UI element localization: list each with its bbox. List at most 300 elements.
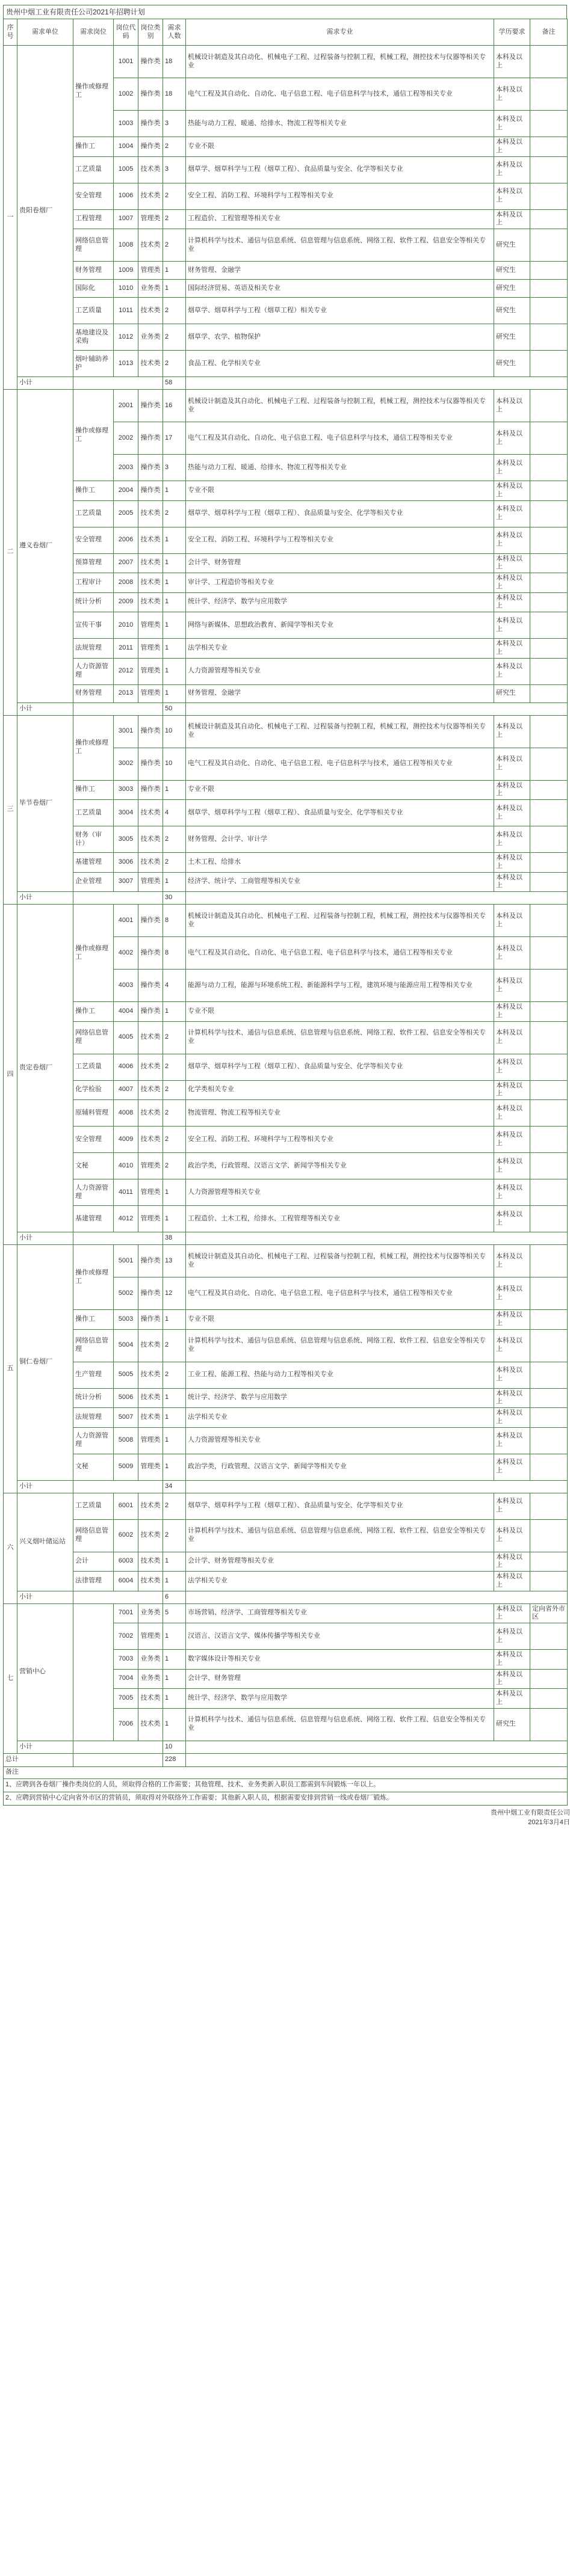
remark [530,826,568,853]
headcount: 1 [163,573,186,593]
post-code: 2013 [114,684,138,702]
post-category: 管理类 [138,684,163,702]
remark [530,905,568,937]
headcount: 4 [163,970,186,1002]
post-code: 2002 [114,422,138,455]
post-name: 基建管理 [73,1206,114,1232]
post-code: 1002 [114,78,138,111]
table-row [4,780,568,800]
headcount: 17 [163,422,186,455]
post-category: 技术类 [138,553,163,573]
required-major: 电气工程及其自动化、自动化、电子信息工程、电子信息科学与技术，通信工程等相关专业 [186,1277,494,1310]
post-name: 文秘 [73,1153,114,1179]
required-major: 专业不限 [186,780,494,800]
education-requirement: 本科及以上 [494,1153,530,1179]
empty-cell [73,1753,163,1766]
required-major: 安全工程、消防工程、环境科学与工程等相关专业 [186,1127,494,1153]
post-category: 技术类 [138,573,163,593]
post-name: 操作或修理工 [73,905,114,1002]
note-row [4,1792,568,1805]
empty-cell [73,892,163,905]
remark [530,1650,568,1670]
post-code: 5009 [114,1454,138,1480]
post-code: 4005 [114,1021,138,1054]
headcount: 2 [163,1329,186,1362]
remark [530,592,568,612]
education-requirement: 本科及以上 [494,937,530,970]
subtotal-value: 38 [163,1232,186,1245]
post-name: 工艺质量 [73,500,114,527]
post-code: 2012 [114,658,138,684]
post-name: 化学检验 [73,1080,114,1100]
issuer: 贵州中烟工业有限责任公司 [491,1809,570,1816]
table-row [4,137,568,157]
post-code: 1005 [114,156,138,183]
post-code: 2006 [114,527,138,553]
post-code: 4007 [114,1080,138,1100]
required-major: 会计学、财务管理 [186,1669,494,1689]
group-unit: 毕节卷烟厂 [17,715,73,892]
headcount: 2 [163,183,186,209]
total-row [4,1753,568,1766]
headcount: 2 [163,1519,186,1552]
required-major: 工程造价、土木工程，给排水、工程管理等相关专业 [186,1206,494,1232]
education-requirement: 本科及以上 [494,1277,530,1310]
remark [530,455,568,481]
headcount: 1 [163,527,186,553]
table-row [4,298,568,324]
headcount: 2 [163,1153,186,1179]
table-row [4,1427,568,1454]
remark [530,1127,568,1153]
headcount: 8 [163,937,186,970]
post-name: 烟叶辅助养护 [73,351,114,377]
post-category: 业务类 [138,280,163,298]
required-major: 烟草学、烟草科学与工程（烟草工程）、食品质量与安全、化学等相关专业 [186,500,494,527]
post-code: 5005 [114,1362,138,1388]
post-name: 财务管理 [73,684,114,702]
required-major: 物流管理、物流工程等相关专业 [186,1100,494,1127]
subtotal-row [4,1741,568,1753]
headcount: 1 [163,1708,186,1741]
table-row [4,1388,568,1408]
education-requirement: 本科及以上 [494,1080,530,1100]
post-category: 技术类 [138,1689,163,1709]
education-requirement: 研究生 [494,298,530,324]
headcount: 1 [163,1408,186,1428]
empty-cell [186,1480,568,1493]
signature-block [6,1807,570,1827]
education-requirement: 研究生 [494,684,530,702]
post-category: 操作类 [138,1245,163,1277]
education-requirement: 本科及以上 [494,1427,530,1454]
post-category: 操作类 [138,970,163,1002]
education-requirement: 本科及以上 [494,1454,530,1480]
required-major: 统计学、经济学、数学与应用数学 [186,1689,494,1709]
table-row [4,1206,568,1232]
table-row [4,573,568,593]
remark [530,800,568,826]
subtotal-label: 小计 [17,1232,73,1245]
post-code: 4004 [114,1002,138,1022]
post-code: 3006 [114,853,138,873]
post-category: 管理类 [138,262,163,280]
remark [530,1206,568,1232]
remark [530,1054,568,1080]
remark [530,1310,568,1330]
post-name: 统计分析 [73,592,114,612]
post-code: 5003 [114,1310,138,1330]
remark [530,1329,568,1362]
headcount: 1 [163,1572,186,1591]
column-header: 需求人数 [163,19,186,46]
education-requirement: 本科及以上 [494,1310,530,1330]
required-major: 专业不限 [186,1002,494,1022]
remark [530,1408,568,1428]
table-row [4,1493,568,1519]
remark [530,1493,568,1519]
post-name: 网络信息管理 [73,1021,114,1054]
table-row [4,1572,568,1591]
headcount: 2 [163,209,186,229]
remark [530,78,568,111]
headcount: 1 [163,1623,186,1650]
required-major: 财务管理、会计学、审计学 [186,826,494,853]
table-row [4,481,568,501]
education-requirement: 本科及以上 [494,1623,530,1650]
empty-cell [186,702,568,715]
remark [530,1100,568,1127]
remark [530,280,568,298]
headcount: 1 [163,1552,186,1572]
headcount: 2 [163,1127,186,1153]
empty-cell [73,1232,163,1245]
remark [530,137,568,157]
headcount: 13 [163,1245,186,1277]
table-row [4,351,568,377]
group-seq: 六 [4,1493,17,1603]
subtotal-row [4,892,568,905]
post-name: 工艺质量 [73,156,114,183]
required-major: 人力资源管理等相关专业 [186,1179,494,1206]
post-category: 技术类 [138,1493,163,1519]
table-row [4,500,568,527]
remark [530,937,568,970]
education-requirement: 本科及以上 [494,1127,530,1153]
headcount: 1 [163,1310,186,1330]
education-requirement: 本科及以上 [494,1054,530,1080]
required-major: 市场营销、经济学、工商管理等相关专业 [186,1603,494,1623]
headcount: 2 [163,229,186,262]
table-body [4,19,568,1806]
post-name: 网络信息管理 [73,229,114,262]
group-seq: 二 [4,390,17,716]
post-code: 4012 [114,1206,138,1232]
required-major: 计算机科学与技术、通信与信息系统、信息管理与信息系统、网络工程、软件工程、信息安全等相关专业 [186,1329,494,1362]
required-major: 国际经济贸易、英语及相关专业 [186,280,494,298]
required-major: 汉语言、汉语言文学、媒体传播学等相关专业 [186,1623,494,1650]
group-unit: 营销中心 [17,1603,73,1741]
document-title: 贵州中烟工业有限责任公司2021年招聘计划 [3,5,567,19]
headcount: 3 [163,156,186,183]
table-row [4,872,568,892]
post-code: 3001 [114,715,138,748]
post-name: 法规管理 [73,639,114,659]
post-name: 人力资源管理 [73,658,114,684]
education-requirement: 本科及以上 [494,1362,530,1388]
headcount: 1 [163,1002,186,1022]
post-category: 管理类 [138,209,163,229]
headcount: 2 [163,137,186,157]
required-major: 法学相关专业 [186,1572,494,1591]
education-requirement: 本科及以上 [494,1603,530,1623]
headcount: 2 [163,500,186,527]
headcount: 1 [163,481,186,501]
subtotal-value: 50 [163,702,186,715]
education-requirement: 研究生 [494,324,530,351]
required-major: 电气工程及其自动化、自动化、电子信息工程、电子信息科学与技术，通信工程等相关专业 [186,937,494,970]
post-category: 操作类 [138,748,163,780]
group-seq: 五 [4,1245,17,1493]
education-requirement: 本科及以上 [494,1669,530,1689]
education-requirement: 本科及以上 [494,853,530,873]
post-name: 企业管理 [73,872,114,892]
post-category: 技术类 [138,1552,163,1572]
education-requirement: 本科及以上 [494,1689,530,1709]
post-code: 6001 [114,1493,138,1519]
education-requirement: 本科及以上 [494,183,530,209]
table-row [4,527,568,553]
post-code: 2007 [114,553,138,573]
remark [530,1002,568,1022]
post-code: 1011 [114,298,138,324]
required-major: 烟草学、烟草科学与工程（烟草工程）、食品质量与安全、化学等相关专业 [186,156,494,183]
post-category: 技术类 [138,1080,163,1100]
table-row [4,209,568,229]
subtotal-row [4,1591,568,1603]
post-category: 技术类 [138,1572,163,1591]
post-name: 会计 [73,1552,114,1572]
post-category: 管理类 [138,1454,163,1480]
required-major: 工程造价、工程管理等相关专业 [186,209,494,229]
table-row [4,1100,568,1127]
headcount: 18 [163,78,186,111]
post-code: 4003 [114,970,138,1002]
post-category: 管理类 [138,1179,163,1206]
required-major: 财务管理、金融学 [186,684,494,702]
education-requirement: 本科及以上 [494,592,530,612]
required-major: 计算机科学与技术、通信与信息系统、信息管理与信息系统、网络工程、软件工程、信息安全等相关专业 [186,1021,494,1054]
post-category: 技术类 [138,592,163,612]
headcount: 16 [163,390,186,422]
required-major: 电气工程及其自动化、自动化、电子信息工程、电子信息科学与技术，通信工程等相关专业 [186,78,494,111]
required-major: 安全工程、消防工程、环境科学与工程等相关专业 [186,527,494,553]
remark [530,612,568,639]
post-name: 安全管理 [73,183,114,209]
required-major: 会计学、财务管理等相关专业 [186,1552,494,1572]
required-major: 政治学类，行政管理、汉语言文学、新闻学等相关专业 [186,1153,494,1179]
post-category: 操作类 [138,780,163,800]
required-major: 化学类相关专业 [186,1080,494,1100]
required-major: 人力资源管理等相关专业 [186,1427,494,1454]
group-unit: 贵定卷烟厂 [17,905,73,1232]
required-major: 机械设计制造及其自动化、机械电子工程、过程装备与控制工程，机械工程，测控技术与仪器等相关专业 [186,1245,494,1277]
remark: 定向省外市区 [530,1603,568,1623]
post-category: 技术类 [138,1054,163,1080]
post-name: 工程管理 [73,209,114,229]
post-code: 3002 [114,748,138,780]
post-category: 技术类 [138,826,163,853]
post-category: 操作类 [138,905,163,937]
group-unit: 贵阳卷烟厂 [17,46,73,377]
education-requirement: 本科及以上 [494,422,530,455]
table-row [4,1552,568,1572]
remark [530,1388,568,1408]
post-category: 业务类 [138,1669,163,1689]
post-code: 7003 [114,1650,138,1670]
post-code: 4006 [114,1054,138,1080]
post-category: 技术类 [138,1708,163,1741]
education-requirement: 本科及以上 [494,780,530,800]
remark [530,1669,568,1689]
post-name: 安全管理 [73,527,114,553]
post-name: 操作工 [73,1310,114,1330]
headcount: 3 [163,111,186,137]
required-major: 会计学、财务管理 [186,553,494,573]
table-row [4,1245,568,1277]
post-code: 1009 [114,262,138,280]
table-header-row [4,19,568,46]
remark [530,748,568,780]
post-name: 网络信息管理 [73,1519,114,1552]
remark [530,853,568,873]
education-requirement: 本科及以上 [494,715,530,748]
required-major: 专业不限 [186,137,494,157]
post-category: 操作类 [138,1277,163,1310]
required-major: 工业工程、能源工程、热能与动力工程等相关专业 [186,1362,494,1388]
subtotal-value: 34 [163,1480,186,1493]
table-row [4,800,568,826]
table-row [4,183,568,209]
post-code: 3003 [114,780,138,800]
post-category: 技术类 [138,1100,163,1127]
required-major: 烟草学、农学、植物保护 [186,324,494,351]
subtotal-value: 30 [163,892,186,905]
table-row [4,592,568,612]
table-row [4,684,568,702]
post-code: 5007 [114,1408,138,1428]
required-major: 热能与动力工程、暖通、给排水、物流工程等相关专业 [186,455,494,481]
required-major: 土木工程、给排水 [186,853,494,873]
subtotal-label: 小计 [17,892,73,905]
note-text: 1、应聘到各卷烟厂操作类岗位的人员，须取得合格的工作需要；其他管理、技术、业务类新入职员工都需到车间锻炼一年以上。 [4,1778,568,1792]
notes-label: 备注 [4,1766,568,1778]
education-requirement: 本科及以上 [494,553,530,573]
education-requirement: 本科及以上 [494,455,530,481]
table-row [4,1002,568,1022]
subtotal-label: 小计 [17,702,73,715]
education-requirement: 本科及以上 [494,156,530,183]
post-category: 操作类 [138,715,163,748]
post-category: 操作类 [138,455,163,481]
post-category: 技术类 [138,527,163,553]
post-category: 技术类 [138,500,163,527]
required-major: 烟草学、烟草科学与工程（烟草工程）、食品质量与安全、化学等相关专业 [186,1054,494,1080]
post-category: 操作类 [138,422,163,455]
post-code: 3007 [114,872,138,892]
post-code: 1003 [114,111,138,137]
empty-cell [186,1753,568,1766]
table-row [4,1454,568,1480]
headcount: 2 [163,351,186,377]
required-major: 政治学类，行政管理、汉语言文学、新闻学等相关专业 [186,1454,494,1480]
post-category: 技术类 [138,1388,163,1408]
post-code: 1006 [114,183,138,209]
remark [530,970,568,1002]
remark [530,553,568,573]
required-major: 统计学、经济学、数学与应用数学 [186,592,494,612]
education-requirement: 本科及以上 [494,872,530,892]
education-requirement: 本科及以上 [494,573,530,593]
headcount: 10 [163,748,186,780]
post-category: 业务类 [138,1603,163,1623]
empty-cell [186,377,568,390]
headcount: 1 [163,1427,186,1454]
table-row [4,1310,568,1330]
issue-date: 2021年3月4日 [528,1819,570,1826]
headcount: 8 [163,905,186,937]
headcount: 2 [163,1493,186,1519]
table-row [4,658,568,684]
required-major: 烟草学、烟草科学与工程（烟草工程）、食品质量与安全、化学等相关专业 [186,1493,494,1519]
post-name: 文秘 [73,1454,114,1480]
post-code: 1010 [114,280,138,298]
headcount: 2 [163,1054,186,1080]
post-code: 1004 [114,137,138,157]
education-requirement: 本科及以上 [494,612,530,639]
headcount: 2 [163,298,186,324]
post-code: 7006 [114,1708,138,1741]
table-row [4,639,568,659]
headcount: 10 [163,715,186,748]
table-row [4,390,568,422]
post-category: 技术类 [138,183,163,209]
post-category: 业务类 [138,1650,163,1670]
headcount: 1 [163,872,186,892]
education-requirement: 本科及以上 [494,1572,530,1591]
table-row [4,1179,568,1206]
post-category: 操作类 [138,1310,163,1330]
column-header: 岗位类别 [138,19,163,46]
education-requirement: 本科及以上 [494,826,530,853]
post-code: 2005 [114,500,138,527]
headcount: 12 [163,1277,186,1310]
total-label: 总计 [4,1753,73,1766]
headcount: 1 [163,639,186,659]
required-major: 计算机科学与技术、通信与信息系统、信息管理与信息系统、网络工程、软件工程、信息安全等相关专业 [186,1519,494,1552]
education-requirement: 本科及以上 [494,639,530,659]
post-category: 技术类 [138,298,163,324]
post-code: 4011 [114,1179,138,1206]
post-name: 生产管理 [73,1362,114,1388]
education-requirement: 研究生 [494,1708,530,1741]
post-code: 3004 [114,800,138,826]
table-row [4,280,568,298]
post-name: 操作工 [73,780,114,800]
empty-cell [73,702,163,715]
post-code: 5006 [114,1388,138,1408]
group-unit: 铜仁卷烟厂 [17,1245,73,1481]
